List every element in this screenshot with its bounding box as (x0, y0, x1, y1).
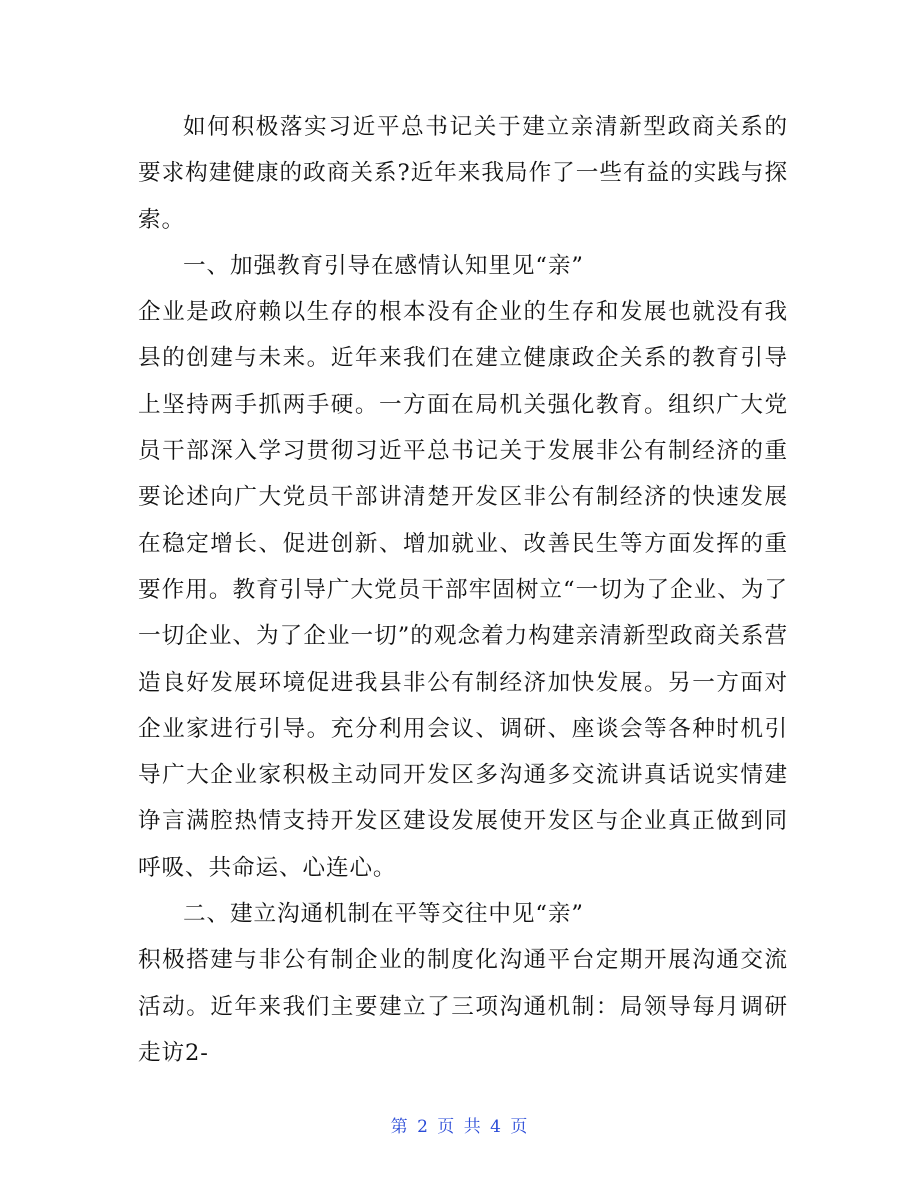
section-body-2: 积极搭建与非公有制企业的制度化沟通平台定期开展沟通交流活动。近年来我们主要建立了三项沟通机制：局领导每月调研走访2- (138, 947, 788, 1066)
document-body (138, 104, 788, 1076)
section-body-1: 企业是政府赖以生存的根本没有企业的生存和发展也就没有我县的创建与未来。近年来我们在建立健康政企关系的教育引导上坚持两手抓两手硬。一方面在局机关强化教育。组织广大党员干部深入学习贯彻习近平总书记关于发展非公有制经济的重要论述向广大党员干部讲清楚开发区非公有制经济的快速发展在稳定增长、促进创新、增加就业、改善民生等方面发挥的重要作用。教育引导广大党员干部牢固树立“一切为了企业、为了一切企业、为了企业一切”的观念着力构建亲清新型政商关系营造良好发展环境促进我县非公有制经济加快发展。另一方面对企业家进行引导。充分利用会议、调研、座谈会等各种时机引导广大企业家积极主动同开发区多沟通多交流讲真话说实情建诤言满腔热情支持开发区建设发展使开发区与企业真正做到同呼吸、共命运、心连心。 (138, 299, 788, 881)
intro-paragraph: 如何积极落实习近平总书记关于建立亲清新型政商关系的要求构建健康的政商关系?近年来我局作了一些有益的实践与探索。 (138, 114, 788, 233)
section-heading-2: 二、建立沟通机制在平等交往中见“亲” (183, 901, 584, 928)
section-heading-1: 一、加强教育引导在感情认知里见“亲” (183, 252, 584, 279)
page-number-footer: 第 2 页 共 4 页 (390, 1117, 530, 1137)
